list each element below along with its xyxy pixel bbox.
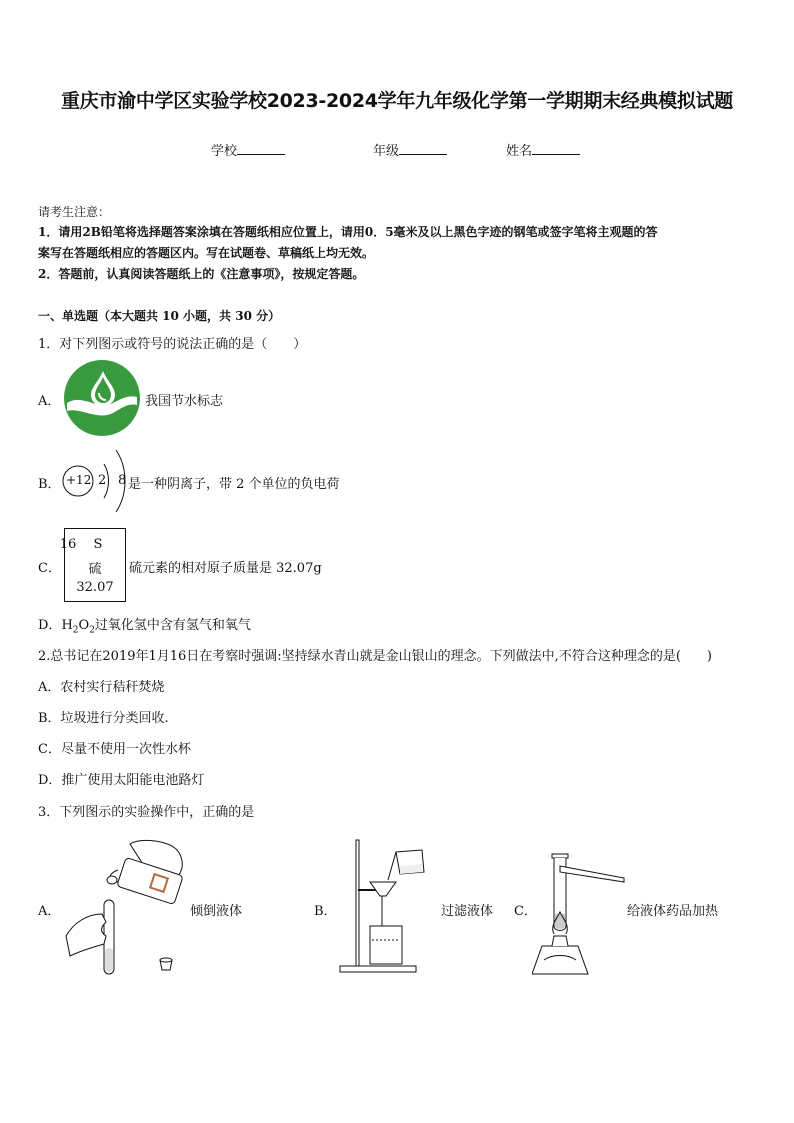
formula-o: O: [78, 618, 90, 633]
name-field: [506, 140, 580, 159]
school-blank[interactable]: [237, 142, 285, 155]
ion-shell-1-count: 2: [98, 473, 107, 488]
ion-shell-2-count: 8: [118, 473, 127, 488]
grade-label: 年级: [373, 144, 400, 159]
notice-item-2: 2．答题前，认真阅读答题纸上的《注意事项》，按规定答题。: [38, 267, 365, 281]
q2-option-a[interactable]: A．农村实行秸秆焚烧: [38, 680, 165, 695]
q1-option-b-label[interactable]: B．: [38, 477, 61, 492]
notice-heading: 请考生注意：: [38, 205, 111, 219]
q1-option-a-text: 我国节水标志: [145, 394, 224, 409]
ion-nucleus-charge: +12: [66, 473, 92, 487]
element-atomic-mass: 32.07: [76, 580, 114, 595]
pouring-liquid-illustration: [60, 836, 190, 978]
q1-option-b-text: 是一种阴离子，带 2 个单位的负电荷: [128, 477, 340, 492]
grade-field: [373, 140, 447, 159]
q3-option-c-label[interactable]: C．: [514, 904, 537, 919]
notice-item-1-line-1: 1．请用2B铅笔将选择题答案涂填在答题纸相应位置上，请用0．5毫米及以上黑色字迹的钢笔或签字笔将主观题的答: [38, 225, 658, 239]
q1-stem: 1．对下列图示或符号的说法正确的是（ ）: [38, 337, 307, 352]
element-card-sulfur: [59, 528, 126, 602]
q1-option-a-label[interactable]: A．: [38, 394, 61, 409]
element-name: 硫: [88, 562, 102, 577]
school-field: [211, 140, 285, 159]
q2-option-d[interactable]: D．推广使用太阳能电池路灯: [38, 773, 205, 788]
formula-h: H: [61, 618, 73, 633]
element-atomic-number: 16: [59, 537, 77, 552]
q2-stem: 2.总书记在2019年1月16日在考察时强调:坚持绿水青山就是金山银山的理念。下列做法中,不符合这种理念的是( ): [38, 649, 712, 664]
q1-option-d-text: 过氧化氢中含有氢气和氧气: [94, 618, 251, 633]
q3-option-a-label[interactable]: A．: [38, 904, 61, 919]
q1-option-d-label: D．: [38, 618, 62, 633]
q3-option-b-text: 过滤液体: [441, 904, 494, 919]
filtration-illustration: [338, 836, 438, 976]
q3-stem: 3．下列图示的实验操作中，正确的是: [38, 805, 255, 820]
q1-option-d[interactable]: [38, 614, 251, 636]
water-saving-logo-icon: [63, 359, 141, 437]
page-title: 重庆市渝中学区实验学校2023-2024学年九年级化学第一学期期末经典模拟试题: [61, 90, 733, 112]
q3-option-c-text: 给液体药品加热: [627, 904, 719, 919]
school-label: 学校: [211, 144, 238, 159]
q3-option-b-label[interactable]: B．: [314, 904, 337, 919]
formula-sub-o: 2: [89, 625, 95, 636]
q2-option-b[interactable]: B．垃圾进行分类回收.: [38, 711, 169, 726]
formula-sub-h: 2: [72, 625, 79, 636]
heating-liquid-illustration: [532, 850, 628, 980]
section-heading: 一、单选题（本大题共 10 小题，共 30 分）: [38, 309, 281, 323]
element-symbol: S: [93, 537, 103, 552]
name-label: 姓名: [506, 144, 533, 159]
q2-option-c[interactable]: C．尽量不使用一次性水杯: [38, 742, 191, 757]
name-blank[interactable]: [532, 142, 580, 155]
q1-option-c-label[interactable]: C．: [38, 561, 61, 576]
grade-blank[interactable]: [399, 142, 447, 155]
q3-option-a-text: 倾倒液体: [190, 904, 243, 919]
q1-option-c-text: 硫元素的相对原子质量是 32.07g: [129, 561, 322, 576]
notice-item-1-line-2: 案写在答题纸相应的答题区内。写在试题卷、草稿纸上均无效。: [38, 246, 375, 260]
